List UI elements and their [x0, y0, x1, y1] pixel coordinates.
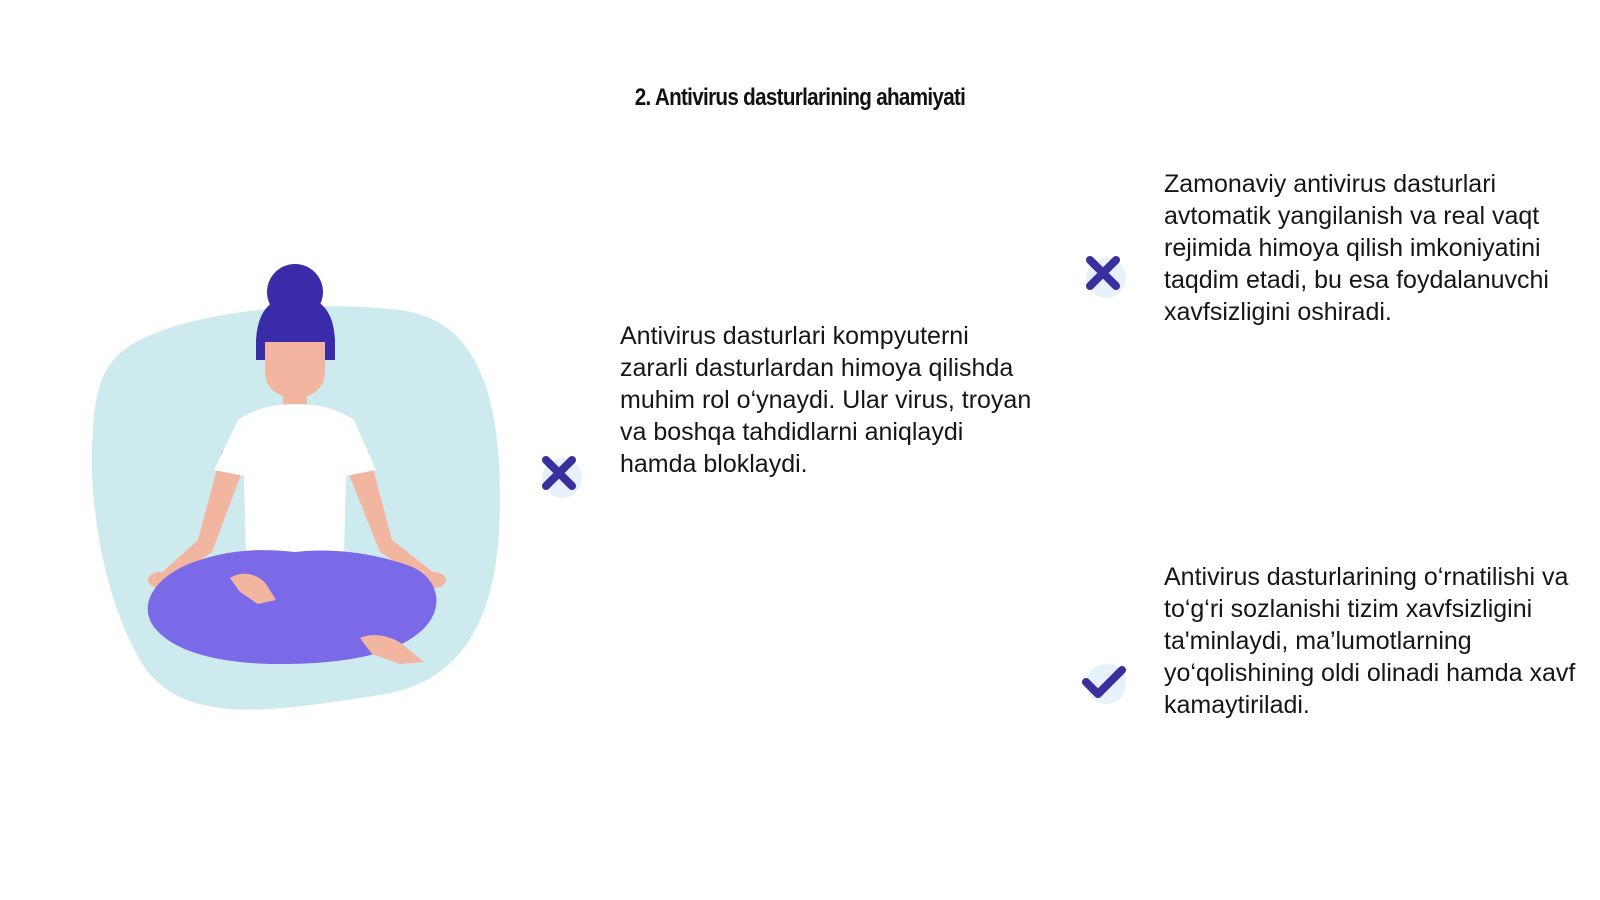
- point-text-2: Zamonaviy antivirus dasturlari avtomatik yangilanish va real vaqt rejimida himoya qilish imkoniyatini taqdim etadi, bu esa foydalanuvchi xavfsizligini oshiradi.: [1164, 170, 1549, 326]
- slide-title: 2. Antivirus dasturlarining ahamiyati: [634, 84, 966, 111]
- point-text-3: Antivirus dasturlarining o‘rnatilishi va to‘g‘ri sozlanishi tizim xavfsizligini ta'minlaydi, ma’lumotlarning yo‘qolishining oldi olinadi hamda xavf kamaytiriladi.: [1164, 563, 1576, 719]
- point-text-1: Antivirus dasturlari kompyuterni zararli dasturlardan himoya qilishda muhim rol o‘ynaydi. Ular virus, troyan va boshqa tahdidlarni aniqlaydi hamda bloklaydi.: [620, 322, 1032, 478]
- cross-icon: [1078, 248, 1130, 300]
- check-icon: [1078, 658, 1130, 710]
- cross-icon: [534, 448, 586, 500]
- meditating-woman-illustration: [80, 260, 520, 740]
